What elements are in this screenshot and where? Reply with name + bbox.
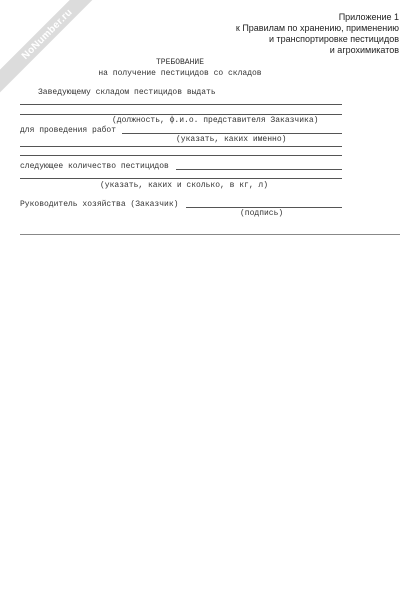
appendix-line: и агрохимикатов <box>329 45 399 55</box>
hint-amount: (указать, каких и сколько, в кг, л) <box>100 181 269 190</box>
fill-line <box>20 146 342 147</box>
appendix-line: к Правилам по хранению, применению <box>235 23 399 33</box>
works-label: для проведения работ <box>20 126 117 135</box>
watermark-text: NoNumber.ru <box>19 6 75 62</box>
hint-which: (указать, каких именно) <box>176 135 287 144</box>
quantity-label: следующее количество пестицидов <box>20 162 169 171</box>
fill-line <box>20 178 342 179</box>
watermark-ribbon <box>0 0 113 100</box>
hint-signature: (подпись) <box>240 209 284 218</box>
form-subtitle: на получение пестицидов со складов <box>98 69 262 78</box>
form-title: ТРЕБОВАНИЕ <box>155 58 204 67</box>
works-fill-line <box>122 133 342 134</box>
signature-line <box>186 207 342 208</box>
hint-position: (должность, ф.и.о. представителя Заказчика) <box>112 116 319 125</box>
head-label: Руководитель хозяйства (Заказчик) <box>20 200 179 209</box>
fill-line <box>20 155 342 156</box>
issue-to-label: Заведующему складом пестицидов выдать <box>38 88 216 97</box>
appendix-line: и транспортировке пестицидов <box>268 34 399 44</box>
quantity-fill-line <box>176 169 342 170</box>
fill-line <box>20 114 342 115</box>
appendix-line: Приложение 1 <box>338 12 399 22</box>
bottom-divider <box>20 234 400 235</box>
appendix-header <box>179 12 399 56</box>
fill-line <box>20 104 342 105</box>
